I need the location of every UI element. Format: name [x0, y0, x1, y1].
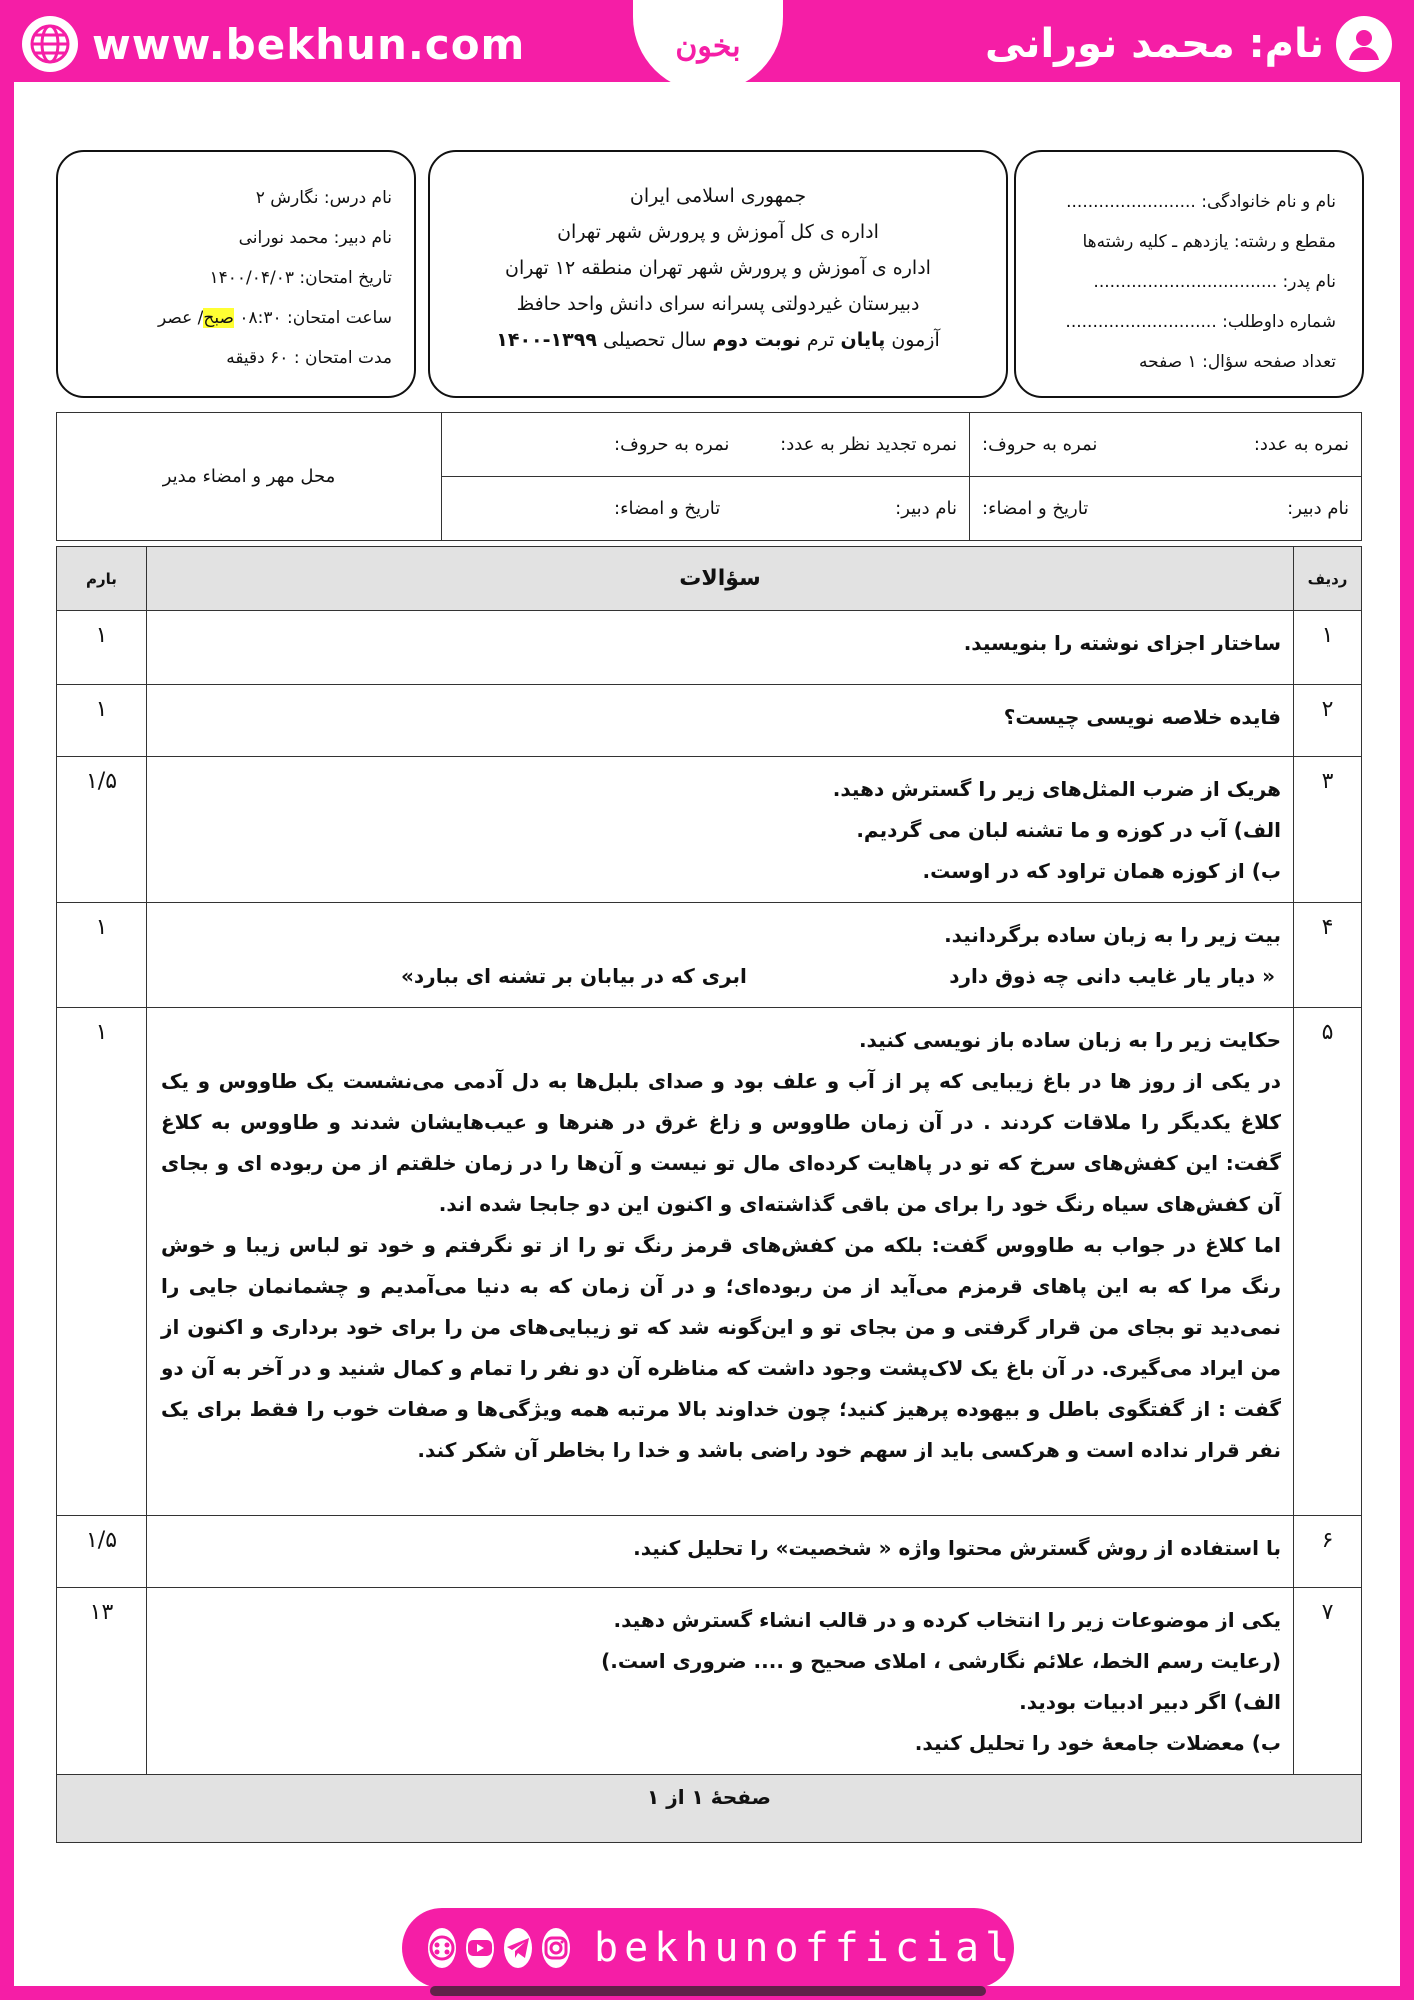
teacher-name-label: نام دبیر: — [1287, 498, 1349, 519]
question-number: ۳ — [1294, 757, 1362, 903]
table-row — [57, 757, 1362, 903]
exam-time — [68, 298, 392, 338]
course-name: نام درس: نگارش ۲ — [255, 188, 392, 208]
question-text — [147, 757, 1294, 903]
table-row — [57, 1588, 1362, 1775]
question-number: ۱ — [1294, 611, 1362, 685]
exam-year: ۱۳۹۹-۱۴۰۰ — [496, 329, 597, 351]
verse-second-half: ابری که در بیابان بر تشنه ای ببارد» — [401, 964, 747, 988]
field-fullname[interactable]: نام و نام خانوادگی: ........................ — [1066, 192, 1336, 212]
poem-verse — [161, 956, 1281, 997]
question-line: یکی از موضوعات زیر را انتخاب کرده و در قالب انشاء گسترش دهید. — [613, 1608, 1281, 1632]
social-handle[interactable]: bekhunofficial — [594, 1925, 1016, 1971]
question-number: ۵ — [1294, 1008, 1362, 1516]
question-number: ۷ — [1294, 1588, 1362, 1775]
question-line: (رعایت رسم الخط، علائم نگارشی ، املای صحیح و .... ضروری است.) — [601, 1649, 1281, 1673]
exam-year-label: سال تحصیلی — [602, 329, 707, 351]
question-text — [147, 1008, 1294, 1516]
telegram-icon[interactable] — [504, 1928, 532, 1968]
question-line: هریک از ضرب المثل‌های زیر را گسترش دهید. — [832, 777, 1281, 801]
col-score-header: بارم — [57, 547, 147, 611]
question-text — [147, 1588, 1294, 1775]
principal-stamp-cell[interactable] — [57, 413, 442, 541]
school-info-box — [428, 150, 1008, 398]
exam-round: نوبت دوم — [712, 329, 801, 351]
question-line: ب) از کوزه همان تراود که در اوست. — [922, 859, 1281, 883]
field-grade: مقطع و رشته: یازدهم ـ کلیه رشته‌ها — [1082, 232, 1336, 252]
revision-teacher-label: نام دبیر: — [895, 498, 957, 519]
score-cell[interactable] — [970, 413, 1362, 477]
question-score: ۱ — [57, 611, 147, 685]
student-name: نام: محمد نورانی — [984, 21, 1324, 67]
social-bar[interactable] — [402, 1908, 1014, 1988]
dept-region: اداره ی آموزش و پرورش شهر تهران منطقه ۱۲ تهران — [505, 257, 931, 279]
field-page-count: تعداد صفحه سؤال: ۱ صفحه — [1139, 352, 1336, 372]
school-name: دبیرستان غیردولتی پسرانه سرای دانش واحد حافظ — [516, 293, 920, 315]
question-line: با استفاده از روش گسترش محتوا واژه « شخصیت» را تحلیل کنید. — [633, 1536, 1281, 1560]
teacher-sign-cell[interactable] — [970, 477, 1362, 541]
score-letters-label: نمره به حروف: — [982, 434, 1098, 455]
question-line: ساختار اجزای نوشته را بنویسید. — [963, 631, 1281, 655]
website-link[interactable]: www.bekhun.com — [92, 19, 526, 69]
question-line: ب) معضلات جامعهٔ خود را تحلیل کنید. — [914, 1731, 1281, 1755]
exam-time-morning: صبح — [203, 308, 234, 328]
col-row-header: ردیف — [1294, 547, 1362, 611]
exam-word: آزمون — [891, 329, 940, 351]
website-area[interactable] — [22, 14, 525, 74]
social-bar-shadow — [430, 1986, 986, 1996]
question-line: الف) آب در کوزه و ما تشنه لبان می گردیم. — [856, 818, 1281, 842]
exam-duration: مدت امتحان : ۶۰ دقیقه — [226, 348, 392, 368]
score-number-label: نمره به عدد: — [1253, 434, 1349, 455]
story-paragraph: اما کلاغ در جواب به طاووس گفت: بلکه من کفش‌های قرمز رنگ تو را از تو نگرفتم و خود تو لباس زیبا و خوش رنگ مرا که به این پاهای قرمزم می‌آید از من ربوده‌ای؛ و در آن زمان که به دنیا می‌آمدیم و چشمانمان جایی را نمی‌دید تو بجای من قرار گرفتی و من بجای تو و این‌گونه شد که تو زیبایی‌های من را برای خود برداری و اکنون از من ایراد می‌گیری. در آن باغ یک لاک‌پشت وجود داشت که مناظره آن دو نفر را تمام و کمال شنید و در آخر به آن دو گفت : از گفتگوی باطل و بیهوده پرهیز کنید؛ چون خداوند بالا مرتبه همه ویژگی‌ها و صفات خوب را فقط برای یک نفر قرار نداده است و هرکسی باید از سهم خود راضی باشد و خدا را بخاطر آن شکر کند. — [161, 1233, 1281, 1462]
question-score: ۱ — [57, 685, 147, 757]
story-paragraph: در یکی از روز ها در باغ زیبایی که پر از آب و علف بود و صدای بلبل‌ها به دل آدمی می‌نشست یک طاووس و یک کلاغ یکدیگر را ملاقات کردند . در آن زمان طاووس و زاغ غرق در هنرها و عیب‌هایشان شدند و طاووس به کلاغ گفت: این کفش‌های سرخ که تو در پاهایت کرده‌ای مال تو نیست و آن‌ها را در زمان خلقتم از من ربوده ای و بجای آن کفش‌های سیاه رنگ خود را برای من باقی گذاشته‌ای و اکنون این دو جابجا شده اند. — [161, 1069, 1281, 1216]
field-candidate-number[interactable]: شماره داوطلب: ............................ — [1065, 312, 1336, 332]
user-icon — [1336, 16, 1392, 72]
question-line: بیت زیر را به زبان ساده برگردانید. — [944, 923, 1281, 947]
question-number: ۶ — [1294, 1516, 1362, 1588]
question-text — [147, 1516, 1294, 1588]
youtube-icon[interactable] — [466, 1928, 494, 1968]
principal-stamp-label: محل مهر و امضاء مدیر — [162, 466, 336, 487]
table-row — [57, 611, 1362, 685]
question-score: ۱ — [57, 903, 147, 1008]
student-info-box — [1014, 150, 1364, 398]
exam-info-box — [56, 150, 416, 398]
verse-first-half: « دیار یار غایب دانی چه ذوق دارد — [949, 964, 1275, 988]
exam-time-afternoon: / عصر — [157, 308, 204, 328]
question-score: ۱۳ — [57, 1588, 147, 1775]
question-line: الف) اگر دبیر ادبیات بودید. — [1019, 1690, 1281, 1714]
aparat-icon[interactable] — [428, 1928, 456, 1968]
question-line: فایده خلاصه نویسی چیست؟ — [1003, 705, 1281, 729]
exam-time-value: ساعت امتحان: ۰۸:۳۰ — [239, 308, 392, 328]
table-footer — [57, 1775, 1362, 1843]
instagram-icon[interactable] — [542, 1928, 570, 1968]
question-text — [147, 903, 1294, 1008]
teacher-name: نام دبیر: محمد نورانی — [238, 228, 392, 248]
question-text — [147, 685, 1294, 757]
question-score: ۱/۵ — [57, 757, 147, 903]
question-text — [147, 611, 1294, 685]
exam-date: تاریخ امتحان: ۱۴۰۰/۰۴/۰۳ — [209, 268, 392, 288]
table-row — [57, 685, 1362, 757]
col-questions-header: سؤالات — [147, 547, 1294, 611]
globe-icon — [22, 16, 78, 72]
revision-score-cell[interactable] — [442, 413, 970, 477]
student-name-area — [985, 14, 1392, 74]
field-father-name[interactable]: نام پدر: .................................. — [1093, 272, 1336, 292]
table-row — [57, 1008, 1362, 1516]
exam-title — [450, 322, 986, 358]
republic-title: جمهوری اسلامی ایران — [629, 185, 807, 207]
dept-general: اداره ی کل آموزش و پرورش شهر تهران — [557, 221, 879, 243]
exam-final: پایان — [840, 329, 886, 351]
question-number: ۲ — [1294, 685, 1362, 757]
logo-text: بخون — [675, 28, 741, 64]
revision-teacher-sign-cell[interactable] — [442, 477, 970, 541]
question-score: ۱/۵ — [57, 1516, 147, 1588]
revision-date-sign-label: تاریخ و امضاء: — [614, 498, 721, 519]
revision-letters-label: نمره به حروف: — [614, 434, 730, 455]
table-row — [57, 903, 1362, 1008]
questions-table — [56, 546, 1362, 1843]
exam-term: ترم — [806, 329, 835, 351]
table-row — [57, 1516, 1362, 1588]
question-score: ۱ — [57, 1008, 147, 1516]
question-number: ۴ — [1294, 903, 1362, 1008]
question-line: حکایت زیر را به زبان ساده باز نویسی کنید. — [858, 1028, 1281, 1052]
revision-number-label: نمره تجدید نظر به عدد: — [780, 434, 957, 455]
date-sign-label: تاریخ و امضاء: — [982, 498, 1089, 519]
page-number: صفحهٔ ۱ از ۱ — [57, 1775, 1362, 1843]
grade-table — [56, 412, 1362, 541]
